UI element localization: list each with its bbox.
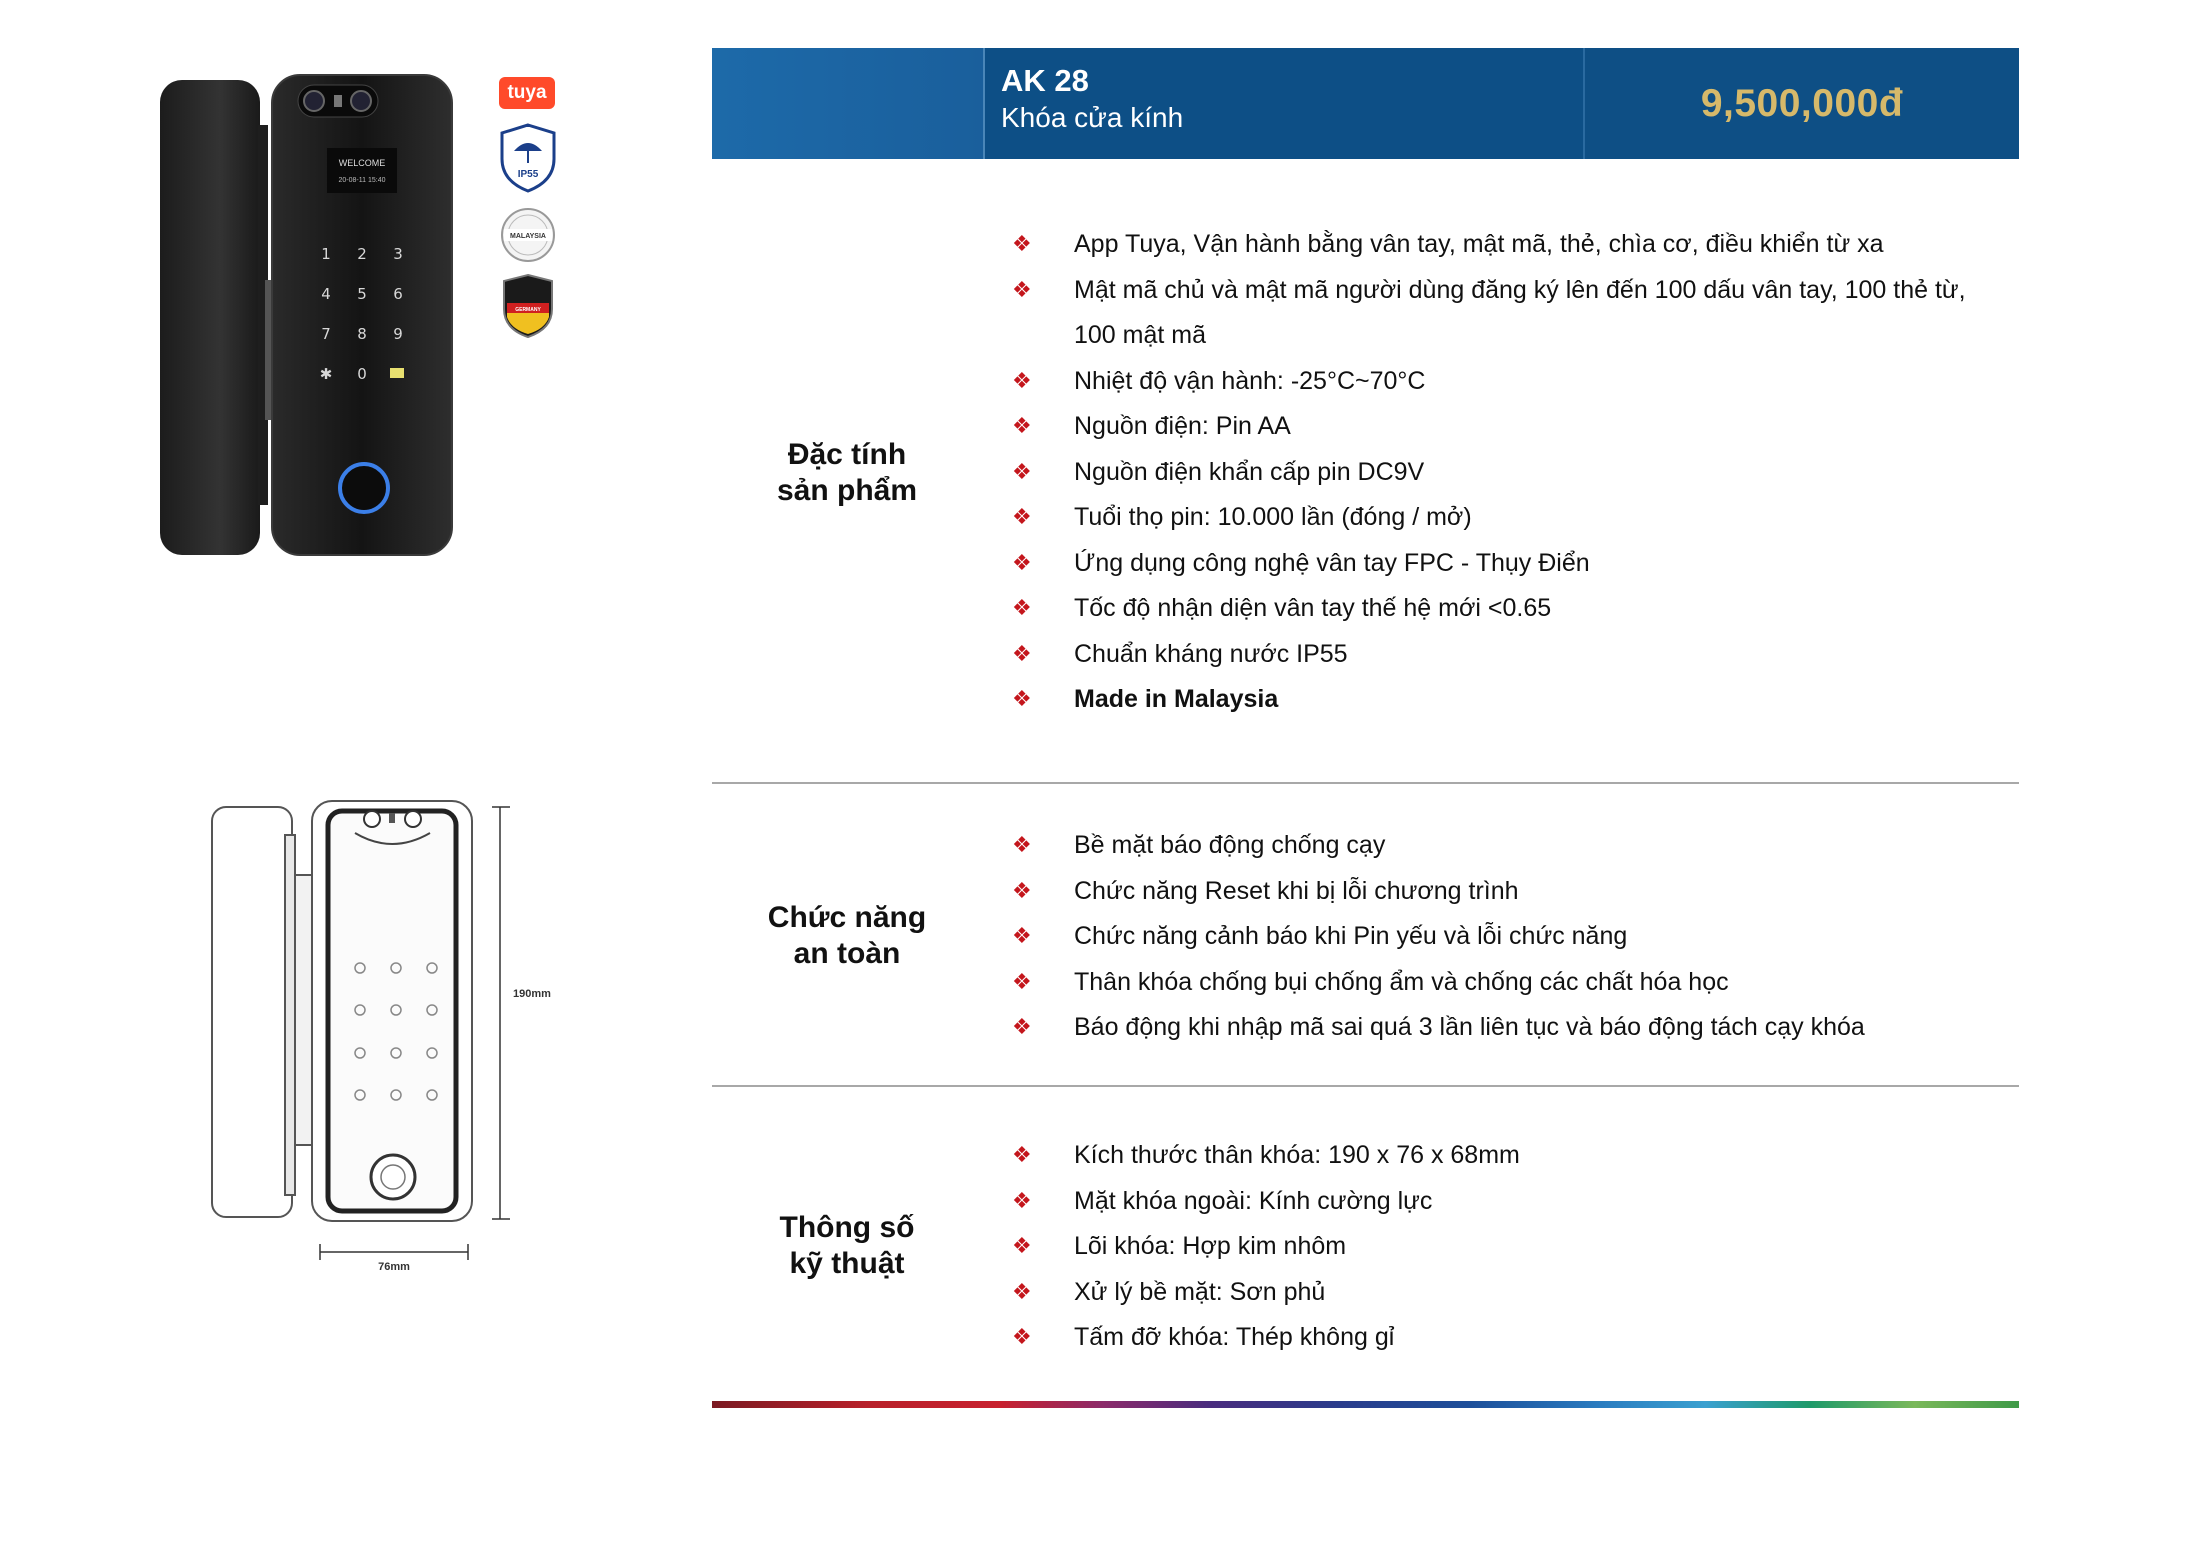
section-title: Thông số kỹ thuật xyxy=(779,1211,915,1280)
malaysia-seal-icon xyxy=(499,207,557,263)
keypad-key: 2 xyxy=(357,245,367,263)
diamond-bullet-icon: ❖ xyxy=(1012,1325,1032,1350)
spec-list xyxy=(1012,1133,2002,1361)
diamond-bullet-icon: ❖ xyxy=(1012,505,1032,530)
keypad-key: 3 xyxy=(393,245,403,263)
list-item xyxy=(1012,1133,2002,1179)
section-divider xyxy=(712,782,2019,784)
diamond-bullet-icon: ❖ xyxy=(1012,550,1032,576)
diamond-bullet-icon: ❖ xyxy=(1012,368,1032,394)
list-item xyxy=(1012,404,2002,450)
drawing-fingerprint-icon xyxy=(371,1155,415,1199)
list-item-text: Nguồn điện khẩn cấp pin DC9V xyxy=(1074,457,1425,486)
list-item xyxy=(1012,268,2002,359)
width-dimension-label: 76mm xyxy=(378,1261,410,1273)
section-title: Đặc tính sản phẩm xyxy=(776,438,918,507)
diamond-bullet-icon: ❖ xyxy=(1012,1279,1032,1305)
list-item xyxy=(1012,586,2002,632)
diamond-bullet-icon: ❖ xyxy=(1012,833,1032,858)
list-item-text: Nhiệt độ vận hành: -25°C~70°C xyxy=(1074,366,1426,395)
feature-list xyxy=(1012,222,2002,723)
list-item-text: Made in Malaysia xyxy=(1074,685,1279,713)
diamond-bullet-icon: ❖ xyxy=(1012,1015,1032,1040)
keypad-key: 6 xyxy=(393,285,403,303)
keypad-key: 5 xyxy=(357,285,367,303)
diamond-bullet-icon: ❖ xyxy=(1012,878,1032,904)
diamond-bullet-icon: ❖ xyxy=(1012,641,1032,667)
list-item xyxy=(1012,1315,2002,1361)
diamond-bullet-icon: ❖ xyxy=(1012,969,1032,995)
ip55-shield-icon xyxy=(499,123,557,193)
product-subtitle: Khóa cửa kính xyxy=(1001,102,1184,133)
list-item-text: Chức năng cảnh báo khi Pin yếu và lỗi chức năng xyxy=(1074,922,1628,950)
technical-drawing xyxy=(200,795,560,1280)
diamond-bullet-icon: ❖ xyxy=(1012,1143,1032,1168)
list-item xyxy=(1012,632,2002,678)
list-item xyxy=(1012,869,2002,915)
list-item xyxy=(1012,1224,2002,1270)
diamond-bullet-icon: ❖ xyxy=(1012,687,1032,712)
list-item-text: Kích thước thân khóa: 190 x 76 x 68mm xyxy=(1074,1141,1520,1169)
diamond-bullet-icon: ❖ xyxy=(1012,924,1032,949)
list-item xyxy=(1012,222,2002,268)
header-price-block xyxy=(1585,48,2019,159)
product-model: AK 28 xyxy=(1001,63,1089,98)
germany-quality-shield-icon xyxy=(501,273,555,339)
screen-welcome-text: WELCOME xyxy=(338,158,386,168)
tuya-logo: tuya xyxy=(499,77,555,109)
list-item-text: Thân khóa chống bụi chống ẩm và chống các chất hóa học xyxy=(1074,967,1729,996)
list-item xyxy=(1012,960,2002,1006)
list-item xyxy=(1012,677,2002,723)
list-item-text: Lõi khóa: Hợp kim nhôm xyxy=(1074,1232,1347,1260)
list-item-text: Tốc độ nhận diện vân tay thế hệ mới <0.65 xyxy=(1074,594,1552,622)
keypad-key: 8 xyxy=(357,325,367,343)
list-item-text: App Tuya, Vận hành bằng vân tay, mật mã, thẻ, chìa cơ, điều khiển từ xa xyxy=(1074,230,1884,258)
keypad-key: 0 xyxy=(357,365,367,383)
certification-badges xyxy=(495,75,560,345)
diamond-bullet-icon: ❖ xyxy=(1012,459,1032,485)
keypad-key: ✱ xyxy=(319,365,333,383)
diamond-bullet-icon: ❖ xyxy=(1012,414,1032,439)
header-left-block xyxy=(712,48,985,159)
list-item-text: Bề mặt báo động chống cạy xyxy=(1074,831,1386,859)
section-title: Chức năng an toàn xyxy=(767,901,927,970)
list-item-text: Chức năng Reset khi bị lỗi chương trình xyxy=(1074,876,1519,905)
product-header xyxy=(712,48,2019,159)
list-item xyxy=(1012,495,2002,541)
diamond-bullet-icon: ❖ xyxy=(1012,1188,1032,1214)
list-item xyxy=(1012,1179,2002,1225)
footer-color-stripe xyxy=(712,1401,2019,1408)
diamond-bullet-icon: ❖ xyxy=(1012,1234,1032,1259)
diamond-bullet-icon: ❖ xyxy=(1012,232,1032,257)
height-dimension-label: 190mm xyxy=(513,988,551,1000)
keypad-key: 1 xyxy=(321,245,331,263)
fingerprint-sensor-icon xyxy=(340,464,388,512)
list-item-text: Xử lý bề mặt: Sơn phủ xyxy=(1074,1277,1326,1306)
list-item xyxy=(1012,914,2002,960)
diamond-bullet-icon: ❖ xyxy=(1012,277,1032,303)
keypad-key: 7 xyxy=(321,325,331,343)
list-item xyxy=(1012,1005,2002,1051)
product-price: 9,500,000đ xyxy=(1700,81,1904,125)
list-item xyxy=(1012,541,2002,587)
ip55-label: IP55 xyxy=(517,169,539,180)
list-item xyxy=(1012,450,2002,496)
germany-label: GERMANY xyxy=(515,307,541,313)
list-item xyxy=(1012,359,2002,405)
list-item-text: Tuổi thọ pin: 10.000 lần (đóng / mở) xyxy=(1074,503,1472,531)
safety-list xyxy=(1012,823,2002,1051)
list-item-text: Tấm đỡ khóa: Thép không gỉ xyxy=(1074,1323,1395,1351)
keypad-key: 9 xyxy=(393,325,403,343)
list-item-text: Ứng dụng công nghệ vân tay FPC - Thụy Điển xyxy=(1074,548,1590,577)
list-item xyxy=(1012,823,2002,869)
list-item-text: Nguồn điện: Pin AA xyxy=(1074,412,1291,440)
malaysia-label: MALAYSIA xyxy=(510,233,546,240)
screen-date-text: 20-08-11 15:40 xyxy=(338,177,386,184)
list-item-text: Báo động khi nhập mã sai quá 3 lần liên tục và báo động tách cạy khóa xyxy=(1074,1013,1865,1041)
bell-key-icon xyxy=(390,368,404,378)
list-item-text: Mặt khóa ngoài: Kính cường lực xyxy=(1074,1186,1433,1215)
header-title-block xyxy=(985,48,1585,159)
section-divider xyxy=(712,1085,2019,1087)
list-item-text: Chuẩn kháng nước IP55 xyxy=(1074,639,1348,668)
keypad-key: 4 xyxy=(321,285,331,303)
list-item-text: Mật mã chủ và mật mã người dùng đăng ký lên đến 100 dấu vân tay, 100 thẻ từ, 100 mật mã xyxy=(1074,275,1966,349)
list-item xyxy=(1012,1270,2002,1316)
diamond-bullet-icon: ❖ xyxy=(1012,596,1032,621)
